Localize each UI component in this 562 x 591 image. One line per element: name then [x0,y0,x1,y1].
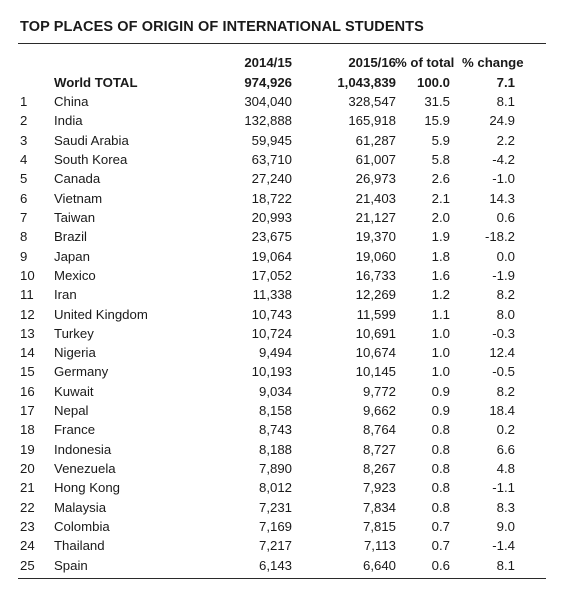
row-2014-15: 18,722 [251,191,292,206]
table-row [0,556,562,575]
table-row [0,459,562,478]
row-2014-15: 8,188 [258,442,292,457]
row-pct-change: 8.3 [496,500,515,515]
table-row [0,478,562,497]
row-country: Germany [54,364,109,379]
row-pct-total: 1.8 [431,249,450,264]
row-rank: 9 [20,249,28,264]
row-2015-16: 328,547 [348,94,396,109]
table-row [0,285,562,304]
row-pct-change: -1.9 [492,268,515,283]
column-header-2015-16: 2015/16 [348,55,396,70]
row-pct-change: 8.2 [496,287,515,302]
row-rank: 13 [20,326,35,341]
row-pct-total: 2.1 [431,191,450,206]
row-2014-15: 7,231 [258,500,292,515]
table-row [0,536,562,555]
row-2014-15: 11,338 [252,287,292,302]
row-2015-16: 19,370 [355,229,396,244]
row-2014-15: 19,064 [251,249,292,264]
row-pct-change: 2.2 [496,133,515,148]
row-rank: 18 [20,422,35,437]
row-rank: 10 [20,268,35,283]
table-row [0,169,562,188]
row-2015-16: 11,599 [356,307,396,322]
table-row [0,343,562,362]
row-pct-change: 6.6 [496,442,515,457]
row-2015-16: 10,691 [355,326,396,341]
row-pct-total: 5.8 [431,152,450,167]
row-rank: 16 [20,384,35,399]
row-pct-total: 0.8 [431,461,450,476]
row-2015-16: 10,145 [355,364,396,379]
table-row [0,208,562,227]
table-row [0,92,562,111]
row-2015-16: 16,733 [355,268,396,283]
row-2015-16: 7,113 [363,538,396,553]
row-2014-15: 27,240 [251,171,292,186]
column-header-row [0,53,562,72]
table-row [0,420,562,439]
row-rank: 17 [20,403,35,418]
row-rank: 2 [20,113,28,128]
row-country: Venezuela [54,461,116,476]
row-2014-15: 304,040 [244,94,292,109]
row-pct-change: 0.6 [496,210,515,225]
table-row [0,498,562,517]
row-rank: 15 [20,364,35,379]
row-pct-change: 4.8 [496,461,515,476]
row-2015-16: 9,662 [362,403,396,418]
row-2015-16: 7,834 [362,500,396,515]
row-2015-16: 9,772 [362,384,396,399]
row-pct-total: 0.8 [431,500,450,515]
world-total-2015-16: 1,043,839 [337,75,396,90]
row-pct-change: -0.3 [492,326,515,341]
row-rank: 12 [20,307,35,322]
row-rank: 11 [20,287,34,302]
row-country: Nigeria [54,345,96,360]
table-row [0,440,562,459]
row-2015-16: 61,287 [355,133,396,148]
row-rank: 22 [20,500,35,515]
top-divider [18,43,546,44]
row-pct-change: -18.2 [484,229,515,244]
row-2014-15: 10,193 [251,364,292,379]
row-2015-16: 12,269 [355,287,396,302]
row-pct-total: 0.8 [431,422,450,437]
row-2014-15: 7,217 [258,538,292,553]
row-pct-total: 1.9 [431,229,450,244]
row-pct-total: 0.8 [431,480,450,495]
row-2014-15: 8,012 [258,480,292,495]
row-2014-15: 9,494 [258,345,292,360]
row-pct-total: 0.8 [431,442,450,457]
table-row [0,517,562,536]
row-2015-16: 21,403 [355,191,396,206]
row-country: Colombia [54,519,110,534]
row-pct-change: 12.4 [489,345,515,360]
row-country: United Kingdom [54,307,148,322]
row-2015-16: 10,674 [355,345,396,360]
row-2015-16: 21,127 [355,210,396,225]
row-country: Vietnam [54,191,103,206]
row-2015-16: 7,815 [362,519,396,534]
row-country: China [54,94,89,109]
row-pct-total: 1.1 [431,307,450,322]
column-header-pct-total: % of total [395,55,455,70]
row-2015-16: 165,918 [348,113,396,128]
row-pct-change: -1.0 [492,171,515,186]
row-rank: 6 [20,191,28,206]
row-country: France [54,422,96,437]
row-pct-total: 0.6 [431,558,450,573]
table-row [0,305,562,324]
row-rank: 1 [20,94,28,109]
row-pct-change: 24.9 [489,113,515,128]
row-country: Kuwait [54,384,94,399]
row-pct-total: 5.9 [431,133,450,148]
row-pct-change: 9.0 [496,519,515,534]
row-pct-change: 14.3 [489,191,515,206]
table-row [0,150,562,169]
table-row [0,266,562,285]
table-title: TOP PLACES OF ORIGIN OF INTERNATIONAL STUDENTS [20,19,424,35]
row-pct-total: 31.5 [424,94,450,109]
row-pct-change: -1.4 [492,538,515,553]
row-rank: 14 [20,345,35,360]
row-2014-15: 20,993 [251,210,292,225]
row-rank: 23 [20,519,35,534]
row-country: Thailand [54,538,105,553]
row-2015-16: 8,267 [362,461,396,476]
row-2014-15: 10,743 [251,307,292,322]
row-pct-total: 1.0 [431,345,450,360]
row-pct-change: -1.1 [492,480,515,495]
row-pct-total: 2.0 [431,210,450,225]
bottom-divider [18,578,546,579]
table-row [0,382,562,401]
row-pct-change: 8.0 [496,307,515,322]
row-country: Brazil [54,229,87,244]
world-total-pct: 100.0 [416,75,450,90]
row-2015-16: 8,764 [362,422,396,437]
row-2015-16: 26,973 [355,171,396,186]
row-country: Nepal [54,403,89,418]
row-2014-15: 7,890 [258,461,292,476]
row-country: Hong Kong [54,480,120,495]
row-2015-16: 6,640 [362,558,396,573]
table-row [0,324,562,343]
row-rank: 8 [20,229,28,244]
row-pct-change: -4.2 [492,152,515,167]
row-2014-15: 8,743 [258,422,292,437]
row-rank: 20 [20,461,35,476]
row-2014-15: 17,052 [251,268,292,283]
table-row [0,362,562,381]
row-2014-15: 8,158 [258,403,292,418]
row-2015-16: 19,060 [355,249,396,264]
row-2014-15: 59,945 [251,133,292,148]
row-pct-change: 8.1 [496,558,515,573]
row-2014-15: 10,724 [251,326,292,341]
table-row [0,227,562,246]
row-country: Mexico [54,268,96,283]
row-country: Japan [54,249,90,264]
table-row [0,189,562,208]
world-total-label: World TOTAL [54,75,138,90]
row-pct-change: 8.2 [496,384,515,399]
row-rank: 4 [20,152,28,167]
row-country: Malaysia [54,500,107,515]
row-rank: 3 [20,133,28,148]
table-row [0,111,562,130]
row-country: Indonesia [54,442,112,457]
table-row [0,247,562,266]
row-2015-16: 8,727 [362,442,396,457]
row-2014-15: 9,034 [258,384,292,399]
row-2014-15: 63,710 [251,152,292,167]
row-2015-16: 61,007 [355,152,396,167]
row-2014-15: 23,675 [251,229,292,244]
row-pct-total: 0.7 [431,538,450,553]
row-rank: 25 [20,558,35,573]
row-2014-15: 132,888 [244,113,292,128]
row-2014-15: 7,169 [258,519,292,534]
column-header-pct-change: % change [462,55,524,70]
row-country: Taiwan [54,210,96,225]
row-rank: 7 [20,210,28,225]
row-pct-total: 2.6 [431,171,450,186]
world-total-row [0,73,562,92]
row-pct-total: 1.6 [431,268,450,283]
row-rank: 5 [20,171,28,186]
row-country: India [54,113,83,128]
row-rank: 21 [20,480,35,495]
row-country: Canada [54,171,101,186]
row-country: Iran [54,287,77,302]
row-pct-change: 0.0 [496,249,515,264]
row-2014-15: 6,143 [258,558,292,573]
row-pct-total: 0.7 [431,519,450,534]
world-total-2014-15: 974,926 [244,75,292,90]
column-header-2014-15: 2014/15 [244,55,292,70]
table-row [0,131,562,150]
row-pct-total: 1.2 [431,287,450,302]
row-country: South Korea [54,152,128,167]
row-country: Saudi Arabia [54,133,129,148]
row-pct-total: 1.0 [431,326,450,341]
row-pct-total: 0.9 [431,403,450,418]
row-pct-change: 18.4 [489,403,515,418]
row-2015-16: 7,923 [362,480,396,495]
row-country: Spain [54,558,88,573]
row-pct-change: -0.5 [492,364,515,379]
row-pct-total: 0.9 [431,384,450,399]
row-rank: 19 [20,442,35,457]
world-total-change: 7.1 [496,75,515,90]
row-country: Turkey [54,326,94,341]
table-row [0,401,562,420]
row-rank: 24 [20,538,35,553]
row-pct-change: 0.2 [496,422,515,437]
row-pct-total: 15.9 [424,113,450,128]
row-pct-change: 8.1 [496,94,515,109]
row-pct-total: 1.0 [431,364,450,379]
